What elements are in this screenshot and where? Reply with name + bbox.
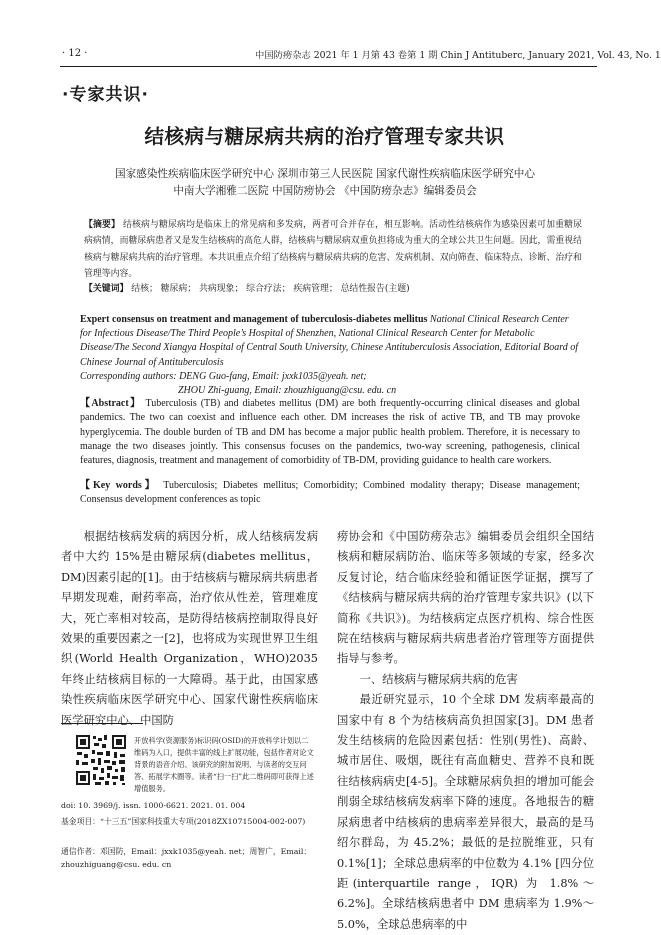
doi[interactable]: doi: 10. 3969/j. issn. 1000-6621. 2021. 01. 004	[61, 801, 246, 810]
footnote-rule	[61, 723, 143, 724]
author-organizations-line-1: 国家感染性疾病临床医学研究中心 深圳市第三人民医院 国家代谢性疾病临床医学研究中心	[115, 168, 535, 180]
article-title: 结核病与糖尿病共病的治疗管理专家共识	[144, 125, 505, 148]
english-keywords-text: Tuberculosis; Diabetes mellitus; Comorbidity; Combined modality therapy; Disease management; Consensus development conferences as topic	[80, 480, 581, 506]
english-title-block	[80, 313, 580, 398]
chinese-abstract-label: 【摘要】	[84, 220, 121, 230]
chinese-abstract	[84, 217, 582, 282]
chinese-keywords-label: 【关键词】	[84, 284, 129, 294]
osid-description: 开放科学(资源服务)标识码(OSID)的开放科学计划以二维码为入口，提供丰富的线上扩展功能，包括作者对论文背景的语音介绍、该研究的附加说明、与读者的交互问答、拓展学术圈等。读者“扫一扫”此二维码即可获得上述增值服务。	[134, 736, 314, 793]
english-title: Expert consensus on treatment and management of tuberculosis-diabetes mellitus	[80, 314, 428, 325]
body-paragraph: 最近研究显示，10 个全球 DM 发病率最高的国家中有 8 个为结核病高负担国家[3]。DM 患者发生结核病的危险因素包括：性别(男性)、高龄、城市居住、吸烟，既往有高血糖史、营养不良和既往结核病病史[4-5]。全球糖尿病负担的增加可能会削弱全球结核病发病率下降的速度。各地报告的糖尿病患者中结核病的患病率差异很大，最高的是马绍尔群岛，为 45.2%；最低的是拉脱维亚，只有 0.1%[1]；全球总患病率的中位数为 4.1% [四分位距(interquartile range，IQR) 为 1.8%～6.2%]。全球结核病患者中 DM 患病率为 1.9%～5.0%，全球总患病率的中	[337, 693, 594, 931]
body-column-right	[337, 527, 594, 935]
qr-code-icon[interactable]	[74, 733, 128, 787]
chinese-keywords-text: 结核； 糖尿病； 共病现象； 综合疗法； 疾病管理； 总结性报告(主题)	[131, 284, 410, 294]
body-column-left	[61, 527, 318, 731]
page-number: · 12 ·	[62, 48, 88, 59]
english-abstract-label: 【Abstract】	[80, 398, 142, 409]
journal-running-header: 中国防痨杂志 2021 年 1 月第 43 卷第 1 期 Chin J Antituberc, January 2021, Vol. 43, No. 1	[255, 50, 661, 61]
english-keywords-label: 【Key words】	[80, 480, 158, 491]
english-keywords	[80, 479, 580, 508]
english-organizations: National Clinical Research Center for Infectious Disease/The Third People’s Hospital of Shenzhen, National Clinical Research Center for Metabolic Disease/The Second Xiangya Hospital of Central South University, Chinese Antituberculosis Association, Editorial Board of Chinese Journal of Antituberculosis	[80, 314, 579, 368]
corresponding-authors-line-2: ZHOU Zhi-guang, Email: zhouzhiguang@csu. edu. cn	[178, 385, 397, 397]
english-abstract	[80, 397, 580, 468]
author-organizations-line-2: 中南大学湘雅二医院 中国防痨协会 《中国防痨杂志》编辑委员会	[173, 185, 477, 197]
body-paragraph: 痨协会和《中国防痨杂志》编辑委员会组织全国结核病和糖尿病防治、临床等多领域的专家，经多次反复讨论，结合临床经验和循证医学证据，撰写了《结核病与糖尿病共病的治疗管理专家共识》(以下简称《共识》)。为结核病定点医疗机构、综合性医院在结核病与糖尿病共病患者治疗管理等方面提供指导与参考。	[337, 530, 594, 666]
section-heading: 一、结核病与糖尿病共病的危害	[359, 672, 518, 686]
header-rule	[60, 66, 597, 67]
corresponding-author-note: 通信作者：邓国防，Email：jxxk1035@yeah. net；周智广，Email：zhouzhiguang@csu. edu. cn	[61, 847, 312, 869]
chinese-abstract-text: 结核病与糖尿病均是临床上的常见病和多发病，两者可合并存在，相互影响。活动性结核病作为感染因素可加重糖尿病病情，而糖尿病患者又是发生结核病的高危人群，结核病与糖尿病双重负担将成为重大的全球公共卫生问题。因此，需重视结核病与糖尿病共病的治疗管理。本共识重点介绍了结核病与糖尿病共病的危害、发病机制、双向筛查、临床特点、诊断、治疗和管理等内容。	[84, 220, 582, 279]
body-paragraph: 根据结核病发病的病因分析，成人结核病发病者中大约 15%是由糖尿病(diabetes mellitus，DM)因素引起的[1]。由于结核病与糖尿病共病患者早期发现难，耐药率高，治疗依从性差，管理难度大，死亡率相对较高，是防得结核病控制取得良好效果的重要因素之一[2]，也将成为实现世界卫生组织(World Health Organization，WHO)2035 年终止结核病目标的一大障碍。基于此，由国家感染性疾病临床医学研究中心、国家代谢性疾病临床医学研究中心、中国防	[61, 530, 318, 727]
funding-note: 基金项目：“十三五”国家科技重大专项(2018ZX10715004-002-007)	[61, 817, 306, 826]
chinese-keywords	[84, 282, 582, 296]
corresponding-authors-line-1: Corresponding authors: DENG Guo-fang, Email: jxxk1035@yeah. net;	[80, 370, 367, 382]
english-abstract-text: Tuberculosis (TB) and diabetes mellitus (DM) are both frequently-occurring clinical diseases and global pandemics. The two can coexist and influence each other. DM increases the risk of active TB, and TB may provoke hyperglycemia. The double burden of TB and DM has become a major public health problem. Therefore, it is necessary to manage the two diseases jointly. This consensus focuses on the pandemics, two-way screening, pathogenesis, clinical features, diagnosis, treatment and management of comorbidity of TB-DM, providing guidance to health care workers.	[80, 398, 581, 467]
section-label: ·专家共识·	[62, 85, 149, 105]
